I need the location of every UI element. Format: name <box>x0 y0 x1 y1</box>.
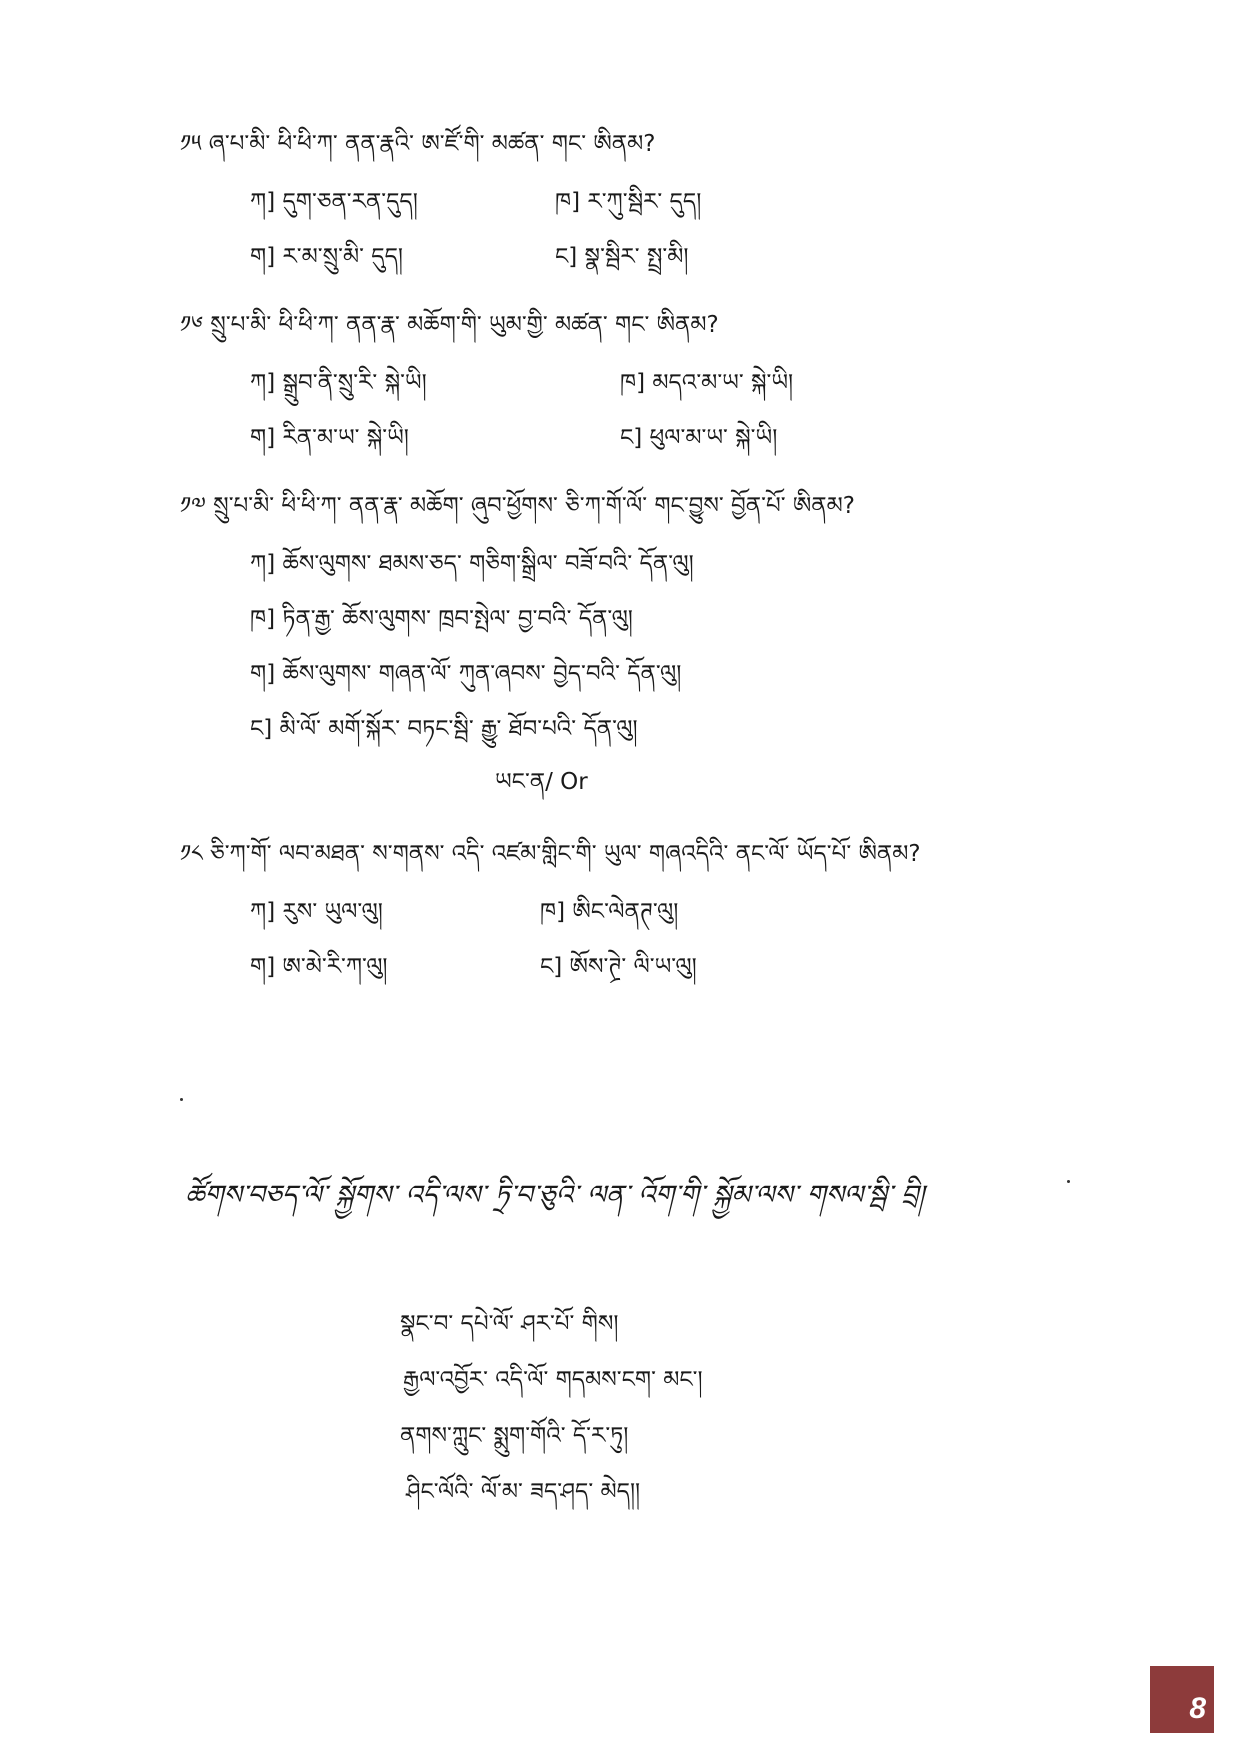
option-a: ཀ] སྒྲུབ་ནི་སྲུ་རི་ སྐེ་ཡི། <box>250 370 427 396</box>
option-d: ང] སྣ་སྦིར་ སྤྲ་མི། <box>555 244 689 270</box>
option-a: ཀ] རུས་ ཡུལ་ལུ། <box>250 899 383 925</box>
option-c: ག] ཆོས་ལུགས་ གཞན་ལོ་ ཀུན་ཞབས་ བྱེད་བའི་ དོན་ལུ། <box>250 661 682 687</box>
stray-dot <box>180 1098 183 1101</box>
closing-instruction: ཚོགས་བཅད་ལོ་ སྐྱོགས་ འདི་ལས་ ཏྲི་བ་ཅུའི་ ལན་ འོག་གི་ སྐྱོམ་ལས་ གསལ་སྦི་ བྲི། <box>185 1180 925 1211</box>
option-d: ང] ཕུལ་མ་ཡ་ སྐེ་ཡི། <box>620 425 778 451</box>
verse-line-2: རྒྱལ་འབྱོར་ འདི་ལོ་ གདམས་ངག་ མང་། <box>403 1367 703 1393</box>
stray-dot <box>1067 1180 1070 1183</box>
option-b: ཁ] ར་ཀུ་སྦིར་ དུད། <box>555 189 702 215</box>
option-a: ཀ] དུག་ཅན་རན་དུད། <box>250 189 418 215</box>
option-c: ག] ཨ་མེ་རི་ཀ་ལུ། <box>250 954 388 980</box>
verse-line-1: སྣང་བ་ དཔེ་ལོ་ ཤར་པོ་ གིས། <box>400 1311 619 1337</box>
page-number: 8 <box>1189 1692 1206 1725</box>
question-18: ༡༨ ཅི་ཀ་གོ་ ལབ་མཐན་ ས་གནས་ འདི་ འཛམ་གླིང་གི་ ཡུལ་ གཞའདིའི་ ནང་ལོ་ ཡོད་པོ་ ཨིནམ? <box>180 841 921 867</box>
verse-line-3: ནགས་ཀླུང་ སྨུག་གོའི་ དོ་ར་ཏུ། <box>400 1423 629 1449</box>
option-c: ག] རིན་མ་ཡ་ སྐེ་ཡི། <box>250 425 409 451</box>
option-b: ཁ] ཨིང་ལེནཊ་ལུ། <box>540 899 679 925</box>
question-16: ༡༦ སྲུ་པ་མི་ ཕི་ཕི་ཀ་ ནན་རྣ་ མཆོག་གི་ ཡུམ་གྱི་ མཚན་ གང་ ཨིནམ? <box>180 312 719 338</box>
option-a: ཀ] ཆོས་ལུགས་ ཐམས་ཅད་ གཅིག་སྒྲིལ་ བཟོ་བའི་ དོན་ལུ། <box>250 551 694 577</box>
question-15: ༡༥ ཞ་པ་མི་ ཕི་ཕི་ཀ་ ནན་རྣའི་ ཨ་ཛོ་གི་ མཚན་ གང་ ཨིནམ? <box>180 131 656 157</box>
page-number-underline <box>1150 1730 1214 1733</box>
or-label: ཡང་ན/ Or <box>495 769 588 795</box>
page-number-box <box>1150 1666 1214 1730</box>
option-b: ཁ] མདའ་མ་ཡ་ སྐེ་ཡི། <box>620 370 794 396</box>
option-d: ང] ཨོས་ཊྲེ་ ལི་ཡ་ལུ། <box>540 954 697 980</box>
option-c: ག] ར་མ་སྲུ་མི་ དུད། <box>250 244 403 270</box>
question-17: ༡༧ སྲུ་པ་མི་ ཕི་ཕི་ཀ་ ནན་རྣ་ མཆོག་ ཞུབ་ཕྱོགས་ ཅི་ཀ་གོ་ལོ་ གང་བྱུས་ བྱོན་པོ་ ཨིནམ? <box>180 493 855 519</box>
verse-line-4: ཤིང་ལོའི་ ལོ་མ་ ཟད་ཤད་ མེད།། <box>406 1479 641 1505</box>
option-b: ཁ] ཏིན་རྒྱ་ ཆོས་ལུགས་ ཁྲབ་སྤེལ་ བྱ་བའི་ དོན་ལུ། <box>250 606 633 632</box>
option-d: ང] མི་ལོ་ མགོ་སྐོར་ བཏང་སྦི་ རྒྱུ་ ཐོབ་པའི་ དོན་ལུ། <box>250 716 638 742</box>
